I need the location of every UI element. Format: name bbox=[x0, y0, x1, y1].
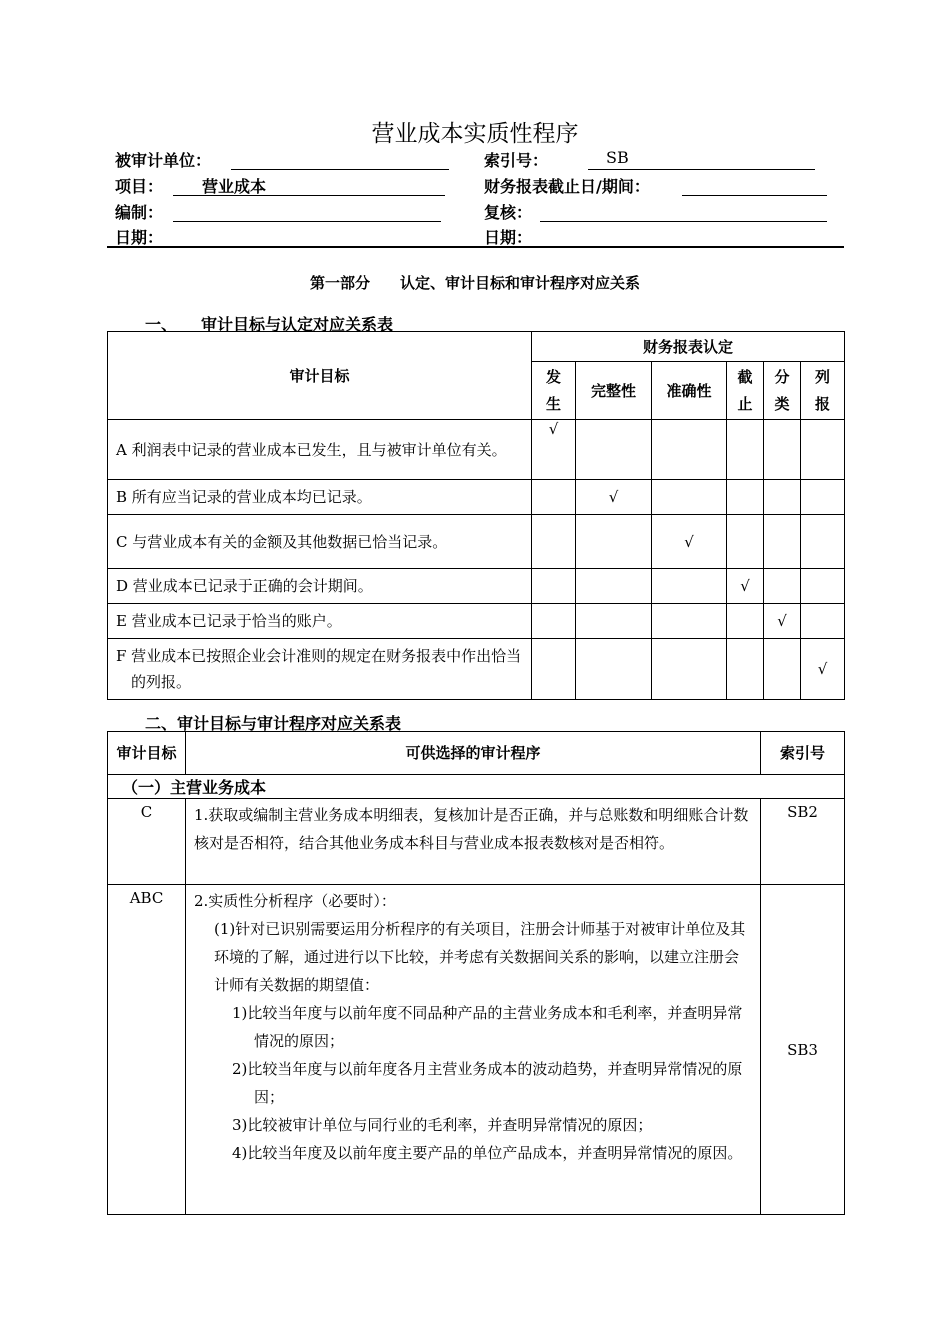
assertion-check-cell bbox=[801, 604, 845, 639]
assertion-check-cell bbox=[764, 420, 801, 480]
assertion-check-cell bbox=[764, 480, 801, 515]
col-occurrence: 发 生 bbox=[532, 362, 576, 420]
page-title: 营业成本实质性程序 bbox=[371, 121, 579, 147]
procedure-intro: 2.实质性分析程序（必要时）： bbox=[194, 892, 396, 910]
goal-row bbox=[108, 604, 845, 639]
goal-text: E 营业成本已记录于恰当的账户。 bbox=[108, 604, 532, 639]
procedure-sub: (1)针对已识别需要运用分析程序的有关项目，注册会计师基于对被审计单位及其环境的了解，通过进行以下比较，并考虑有关数据间关系的影响，以建立注册会计师有关数据的期望值： bbox=[214, 920, 746, 994]
assertion-check-cell bbox=[764, 569, 801, 604]
header-row-1 bbox=[115, 148, 845, 172]
assertion-table bbox=[107, 331, 845, 700]
date-label-right: 日期： bbox=[484, 228, 533, 247]
procedure-item: 4)比较当年度及以前年度主要产品的单位产品成本，并查明异常情况的原因。 bbox=[232, 1144, 743, 1162]
assertion-check-cell bbox=[652, 480, 727, 515]
assertion-check-cell bbox=[652, 569, 727, 604]
index-field[interactable] bbox=[588, 169, 815, 170]
col-goal-header: 审计目标 bbox=[108, 732, 186, 775]
goal-text: D 营业成本已记录于正确的会计期间。 bbox=[108, 569, 532, 604]
assertion-check-cell bbox=[652, 604, 727, 639]
assertion-check-cell bbox=[764, 515, 801, 569]
assertion-check-cell bbox=[801, 569, 845, 604]
procedure-index: SB2 bbox=[761, 799, 845, 885]
goal-row bbox=[108, 569, 845, 604]
assertion-check-cell bbox=[652, 639, 727, 700]
header-row-3 bbox=[115, 200, 845, 224]
goal-row bbox=[108, 515, 845, 569]
assertion-check-cell bbox=[727, 639, 764, 700]
auditee-field[interactable] bbox=[231, 169, 449, 170]
auditee-label: 被审计单位： bbox=[115, 151, 212, 170]
assertion-check-cell bbox=[727, 515, 764, 569]
assertion-check-cell bbox=[801, 420, 845, 480]
assertion-check-cell: √ bbox=[576, 480, 652, 515]
assertion-check-cell bbox=[764, 639, 801, 700]
goal-text: C 与营业成本有关的金额及其他数据已恰当记录。 bbox=[108, 515, 532, 569]
section1-title: 一、 审计目标与认定对应关系表 bbox=[145, 315, 394, 334]
assertion-check-cell: √ bbox=[532, 420, 576, 480]
project-label: 项目： bbox=[115, 177, 164, 196]
assertion-check-cell bbox=[801, 480, 845, 515]
assertion-check-cell bbox=[576, 569, 652, 604]
part-title: 第一部分 认定、审计目标和审计程序对应关系 bbox=[309, 274, 640, 292]
assertion-check-cell bbox=[532, 480, 576, 515]
col-procedure-header: 可供选择的审计程序 bbox=[186, 732, 761, 775]
section2-title: 二、审计目标与审计程序对应关系表 bbox=[145, 714, 402, 733]
col-presentation: 列 报 bbox=[801, 362, 845, 420]
assertion-check-cell bbox=[532, 515, 576, 569]
assertion-check-cell bbox=[652, 420, 727, 480]
assertion-check-cell bbox=[576, 604, 652, 639]
col-cutoff: 截 止 bbox=[727, 362, 764, 420]
col-accuracy: 准确性 bbox=[652, 362, 727, 420]
assertion-check-cell bbox=[532, 604, 576, 639]
period-field[interactable] bbox=[682, 195, 827, 196]
assertion-check-cell: √ bbox=[727, 569, 764, 604]
procedure-index: SB3 bbox=[761, 885, 845, 1215]
col-index-header: 索引号 bbox=[761, 732, 845, 775]
date-label-left: 日期： bbox=[115, 228, 164, 247]
assertion-header: 财务报表认定 bbox=[532, 332, 845, 362]
procedure-goal: ABC bbox=[108, 885, 186, 1215]
header-divider bbox=[107, 246, 844, 248]
assertion-check-cell bbox=[576, 515, 652, 569]
project-value: 营业成本 bbox=[202, 177, 267, 196]
procedure-table bbox=[107, 731, 845, 1215]
prepared-field[interactable] bbox=[173, 221, 441, 222]
review-field[interactable] bbox=[540, 221, 827, 222]
assertion-check-cell bbox=[801, 515, 845, 569]
assertion-check-cell: √ bbox=[764, 604, 801, 639]
index-label: 索引号： bbox=[484, 151, 549, 170]
assertion-check-cell: √ bbox=[801, 639, 845, 700]
goal-row bbox=[108, 480, 845, 515]
prepared-label: 编制： bbox=[115, 203, 164, 222]
assertion-check-cell bbox=[532, 639, 576, 700]
procedure-item: 3)比较被审计单位与同行业的毛利率，并查明异常情况的原因； bbox=[232, 1116, 653, 1134]
goal-header: 审计目标 bbox=[108, 332, 532, 420]
assertion-check-cell bbox=[576, 639, 652, 700]
assertion-check-cell: √ bbox=[652, 515, 727, 569]
review-label: 复核： bbox=[484, 203, 533, 222]
assertion-check-cell bbox=[532, 569, 576, 604]
goal-text: A 利润表中记录的营业成本已发生，且与被审计单位有关。 bbox=[108, 420, 532, 480]
col-completeness: 完整性 bbox=[576, 362, 652, 420]
goal-text: F 营业成本已按照企业会计准则的规定在财务报表中作出恰当的列报。 bbox=[108, 639, 532, 700]
procedure-item: 1)比较当年度与以前年度不同品种产品的主营业务成本和毛利率，并查明异常情况的原因； bbox=[232, 1004, 743, 1050]
col-classification: 分 类 bbox=[764, 362, 801, 420]
procedure-item: 2)比较当年度与以前年度各月主营业务成本的波动趋势，并查明异常情况的原因； bbox=[232, 1060, 743, 1106]
assertion-check-cell bbox=[727, 480, 764, 515]
procedure-text: 1.获取或编制主营业务成本明细表，复核加计是否正确，并与总账数和明细账合计数核对是否相符，结合其他业务成本科目与营业成本报表数核对是否相符。 bbox=[186, 799, 761, 885]
header-row-2 bbox=[115, 174, 845, 198]
assertion-check-cell bbox=[727, 420, 764, 480]
goal-row bbox=[108, 639, 845, 700]
goal-row bbox=[108, 420, 845, 480]
index-value: SB bbox=[606, 148, 629, 167]
procedure-text bbox=[186, 885, 761, 1215]
procedure-goal: C bbox=[108, 799, 186, 885]
period-label: 财务报表截止日/期间： bbox=[484, 177, 650, 196]
assertion-check-cell bbox=[576, 420, 652, 480]
goal-text: B 所有应当记录的营业成本均已记录。 bbox=[108, 480, 532, 515]
group-main-business-cost: （一）主营业务成本 bbox=[108, 775, 845, 799]
assertion-check-cell bbox=[727, 604, 764, 639]
